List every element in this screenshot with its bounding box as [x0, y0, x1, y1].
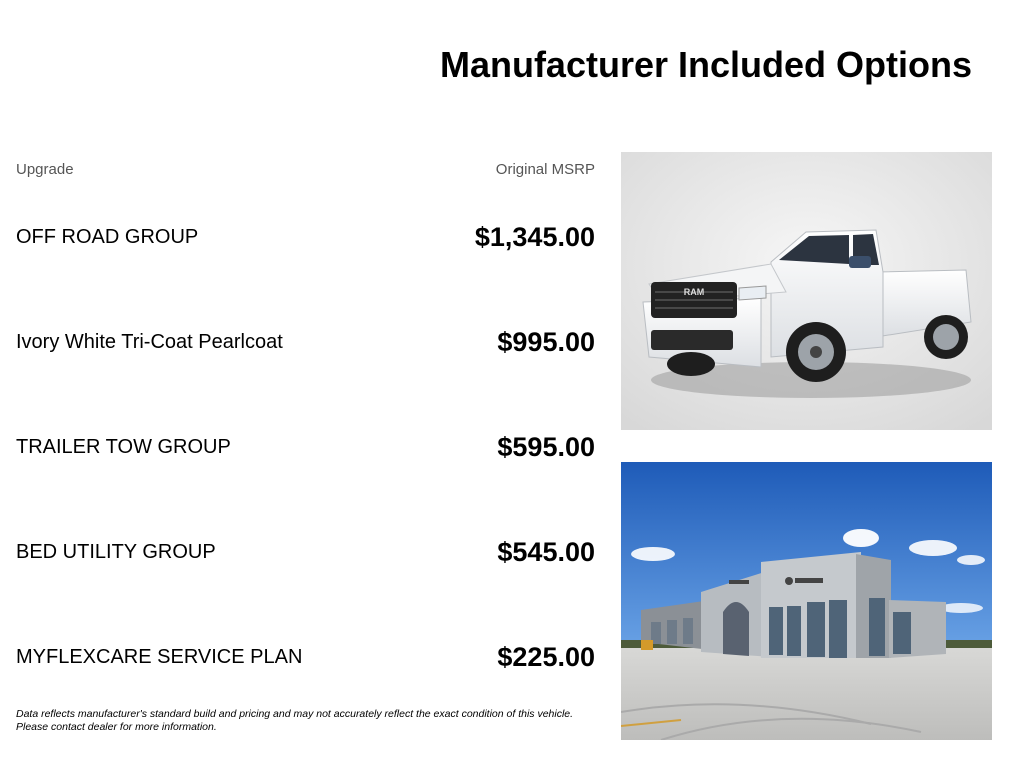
msrp-column-header: Original MSRP [495, 161, 595, 178]
option-name: TRAILER TOW GROUP [16, 435, 231, 458]
option-row [16, 217, 595, 257]
option-row [16, 532, 595, 572]
option-price: $1,345.00 [474, 221, 595, 252]
option-row [16, 427, 595, 467]
option-price: $545.00 [497, 536, 595, 567]
option-price: $995.00 [497, 326, 595, 357]
option-row [16, 637, 595, 677]
dealership-building-photo [621, 462, 992, 740]
disclaimer-line: Data reflects manufacturer's standard build and pricing and may not accurately reflect the exact condition of this vehicle. [16, 708, 574, 720]
option-name: Ivory White Tri-Coat Pearlcoat [16, 330, 283, 353]
upgrade-column-header: Upgrade [16, 161, 74, 178]
option-price: $595.00 [497, 431, 595, 462]
option-name: OFF ROAD GROUP [16, 225, 199, 248]
truck-photo [621, 152, 992, 430]
grille-badge: RAM [683, 287, 705, 297]
option-price: $225.00 [497, 641, 595, 672]
disclaimer-line: Please contact dealer for more information. [16, 720, 217, 733]
pickup-truck-photo [621, 152, 992, 430]
option-row [16, 322, 595, 362]
option-name: BED UTILITY GROUP [16, 540, 216, 563]
dealership-photo [621, 462, 992, 740]
page-title: Manufacturer Included Options [439, 44, 972, 85]
disclaimer [16, 708, 616, 733]
option-name: MYFLEXCARE SERVICE PLAN [16, 645, 303, 668]
